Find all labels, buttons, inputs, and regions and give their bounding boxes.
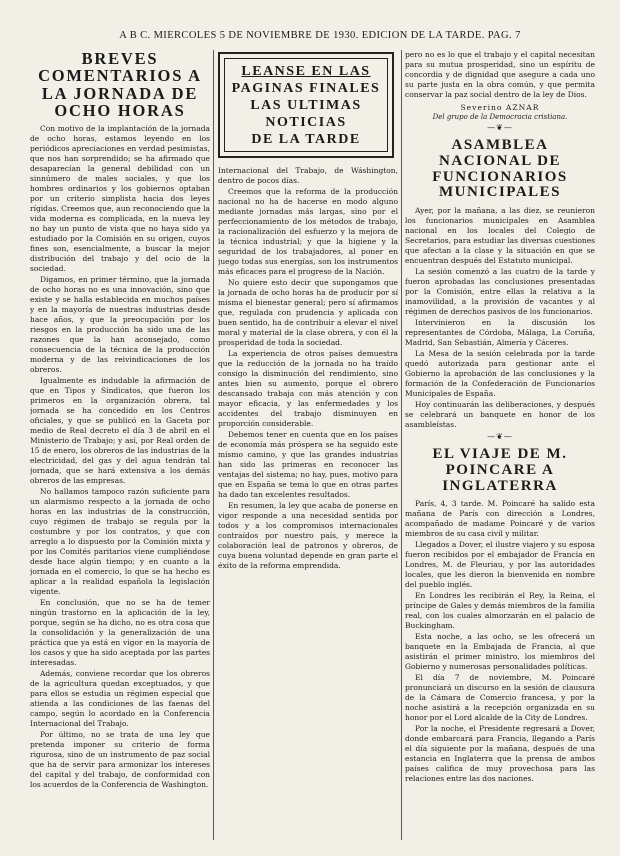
article-paragraph: En resumen, la ley que acaba de ponerse en vigor responde a una necesidad sentida por todos y a los compromisos internacionales contraídos por nuestro país, y merece la colaboración leal de patronos y obreros, de cuya buena voluntad depende en gran parte el éxito de la reforma emprendida. <box>218 501 398 570</box>
article-headline-asamblea: ASAMBLEA NACIONAL DE FUNCIONARIOS MUNICIPALES <box>432 137 568 201</box>
article-signature: Severino AZNAR <box>460 103 540 112</box>
column-right <box>405 50 595 840</box>
ornament-divider: —❦— <box>487 123 513 132</box>
running-head: A B C. MIERCOLES 5 DE NOVIEMBRE DE 1930. EDICION DE LA TARDE. PAG. 7 <box>119 30 521 41</box>
article-paragraph: En conclusión, que no se ha de temer ningún trastorno en la aplicación de la ley, porque, según se ha dicho, no es otra cosa que la consolidación y la generalización de una práctica que ya está en vigor en la mayoría de los casos y que ha sido aceptada por las partes interesadas. <box>30 598 210 668</box>
notice-line: LEANSE EN LAS <box>241 63 371 79</box>
article-paragraph: No hallamos tampoco razón suficiente para un alarmismo respecto a la jornada de ocho horas en las industrias de la construcción, cuyo régimen de trabajo se regula por la costumbre y por los contratos, y que con arreglo a lo dispuesto por la Comisión mixta y por los Comités paritarios viene cumpliéndose desde hace algún tiempo; y en cuanto a la jornada en el comercio, lo que se ha hecho es aplicar a la realidad española la legislación vigente. <box>30 487 210 597</box>
signature-note: Del grupo de la Democracia cristiana. <box>432 113 568 121</box>
article-paragraph: París, 4, 3 tarde. M. Poincaré ha salido esta mañana de París con dirección a Londres, acompañado de madame Poincaré y de varios miembros de su casa civil y militar. <box>405 499 595 539</box>
article-paragraph: Llegados a Dover, el ilustre viajero y su esposa fueron recibidos por el embajador de Francia en Londres, M. de Fleuriau, y por las autoridades locales, que les dieron la bienvenida en nombre del pueblo inglés. <box>405 540 595 590</box>
article-paragraph: La sesión comenzó a las cuatro de la tarde y fueron aprobadas las conclusiones presentadas por la Comisión, entre ellas la relativa a la inamovilidad, a la provisión de vacantes y al régimen de derechos pasivos de los funcionarios. <box>405 267 595 316</box>
ornament-divider: —❦— <box>487 432 513 441</box>
article-paragraph: Internacional del Trabajo, de Wáshington, dentro de pocos días. <box>218 166 398 185</box>
article-paragraph: La Mesa de la sesión celebrada por la tarde quedó autorizada para gestionar ante el Gobierno la aprobación de las conclusiones y la formación de la Confederación de Funcionarios Municipales de España. <box>405 349 595 398</box>
article-paragraph: En Londres les recibirán el Rey, la Reina, el príncipe de Gales y demás miembros de la familia real, con los cuales almorzarán en el palacio de Buckingham. <box>405 591 595 631</box>
column-rule-left <box>213 50 214 840</box>
article-paragraph: Ayer, por la mañana, a las diez, se reunieron los funcionarios municipales en Asamblea nacional en los locales del Colegio de Secretarios, para estudiar las diversas cuestiones que afectan a la clase y la situación en que se encuentran después del Estatuto municipal. <box>405 206 595 265</box>
article-paragraph: Intervinieron en la discusión los representantes de Córdoba, Málaga, La Coruña, Madrid, San Sebastián, Almería y Cáceres. <box>405 318 595 347</box>
article-paragraph: El día 7 de noviembre, M. Poincaré pronunciará un discurso en la sesión de clausura de la Cámara de Comercio francesa, y por la noche asistirá a la recepción organizada en su honor por el Lord alcalde de la City de Londres. <box>405 673 595 723</box>
column-middle <box>218 166 398 840</box>
article-headline-poincare: EL VIAJE DE M. POINCARE A INGLATERRA <box>432 446 568 494</box>
boxed-notice-inner <box>224 58 388 152</box>
notice-line: LAS ULTIMAS <box>250 97 362 113</box>
article-paragraph: Por último, no se trata de una ley que pretenda imponer su criterio de forma rigurosa, sino de un instrumento de paz social que ha de servir para armonizar los intereses del capital y del trabajo, de conformidad con los acuerdos de la Conferencia de Washington. <box>30 730 210 790</box>
column-rule-right <box>401 50 402 840</box>
article-paragraph: Creemos que la reforma de la producción nacional no ha de hacerse en modo alguno mediante jornadas más largas, sino por el perfeccionamiento de los métodos de trabajo, la racionalización del esfuerzo y la mejora de la técnica industrial; y que la higiene y la seguridad de los trabajadores, al poner en juego todas sus energías, son los instrumentos más eficaces para el progreso de la Nación. <box>218 187 398 276</box>
article-paragraph: Debemos tener en cuenta que en los países de economía más próspera se ha seguido este mismo camino, y que las grandes industrias han sido las primeras en reconocer las ventajas del sistema; no hay, pues, motivo para que en España se tema lo que en otras partes ha dado tan excelentes resultados. <box>218 430 398 499</box>
article-paragraph: Igualmente es indudable la afirmación de que en Tipos y Sindicatos, que fueron los primeros en la organización obrera, tal jornada se ha concedido en los Centros oficiales, y que se publicó en la Gaceta por medio de Real decreto el día 3 de abril en el Ministerio de Trabajo; y así, por Real orden de 15 de enero, los obreros de las industrias de la electricidad, del gas y del agua tendrán tal jornada, que se hará extensiva a los demás obreros de las empresas. <box>30 376 210 486</box>
column-left <box>30 50 210 840</box>
notice-line: NOTICIAS <box>265 114 347 130</box>
article-paragraph: Digamos, en primer término, que la jornada de ocho horas no es una innovación, sino que existe y se halla establecida en muchos países y en la mayoría de nuestras industrias desde hace años, y que la preocupación por los riesgos en la producción ha sido una de las razones que la han aconsejado, como consecuencia de la técnica de la producción moderna y de las reivindicaciones de los obreros. <box>30 275 210 375</box>
article-paragraph: La experiencia de otros países demuestra que la reducción de la jornada no ha traído consigo la disminución del rendimiento, sino antes bien su aumento, porque el obrero descansado trabaja con más atención y con mayor eficacia, y las enfermedades y los accidentes del trabajo disminuyen en proporción considerable. <box>218 349 398 428</box>
article-paragraph: No quiere esto decir que supongamos que la jornada de ocho horas ha de producir por sí misma el bienestar general; pero sí afirmamos que, regulada con prudencia y aplicada con buen sentido, ha de contribuir a elevar el nivel moral y material de la clase obrera, y con él la prosperidad de toda la sociedad. <box>218 278 398 347</box>
notice-line: DE LA TARDE <box>251 131 361 147</box>
article-paragraph: Además, conviene recordar que los obreros de la agricultura quedan exceptuados, y que para ellos se estudia un régimen especial que atienda a las condiciones de las faenas del campo, según lo acordado en la Conferencia Internacional del Trabajo. <box>30 669 210 729</box>
notice-line: PAGINAS FINALES <box>231 80 381 96</box>
article-paragraph: Por la noche, el Presidente regresará a Dover, donde embarcará para Francia, llegando a París el día siguiente por la mañana, después de una estancia en Inglaterra que la prensa de ambos países califica de muy provechosa para las relaciones entre las dos naciones. <box>405 724 595 784</box>
article-paragraph: Con motivo de la implantación de la jornada de ocho horas, estamos leyendo en los periódicos apreciaciones en verdad pesimistas, que nos han sorprendido; se ha afirmado que desaparecían la general debilidad con un sinnúmero de males sociales, y que los hombres ordinarios y los gobiernos optaban por un criterio simplista hacia dos leyes rígidas. Creemos que, aun reconociendo que la vida moderna es complicada, en la nueva ley no hay un punto de vista que no haya sido ya estudiado por la Comisión en su origen, cuyos fines son, esencialmente, a buscar la mejor distribución del trabajo y del ocio de la sociedad. <box>30 124 210 274</box>
article-paragraph: pero no es lo que el trabajo y el capital necesitan para su mutua prosperidad, sino un espíritu de concordia y de dignidad que asegure a cada uno su parte justa en la obra común, y que permita conservar la paz social dentro de la ley de Dios. <box>405 50 595 99</box>
boxed-notice <box>218 52 394 158</box>
article-headline-jornada: BREVES COMENTARIOS A LA JORNADA DE OCHO HORAS <box>38 50 202 120</box>
article-paragraph: Hoy continuarán las deliberaciones, y después se celebrará un banquete en honor de los asambleístas. <box>405 400 595 429</box>
article-paragraph: Esta noche, a las ocho, se les ofrecerá un banquete en la Embajada de Francia, al que asistirán el primer ministro, los miembros del Gobierno y numerosas personalidades políticas. <box>405 632 595 672</box>
